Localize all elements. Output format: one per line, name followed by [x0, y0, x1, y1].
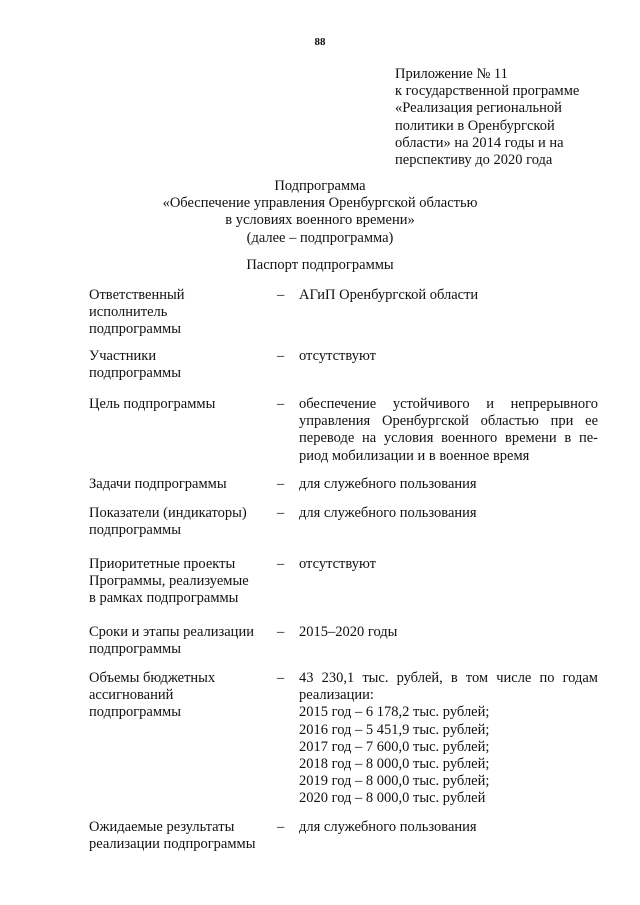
row-value [299, 348, 598, 365]
row-value-line: отсутствуют [299, 556, 376, 572]
row-label [89, 348, 269, 382]
row-value [299, 287, 598, 304]
row-label-line: Объемы бюджетных [89, 670, 216, 686]
appendix-note [395, 66, 610, 169]
row-label-line: Цель подпрограммы [89, 396, 216, 412]
subprogram-title-line: (далее – подпрограмма) [246, 229, 394, 246]
row-value [299, 556, 598, 573]
subprogram-title [0, 178, 640, 247]
appendix-line: «Реализация региональной [395, 100, 562, 117]
row-label-line: подпрограммы [89, 522, 181, 539]
row-value-line: отсутствуют [299, 348, 376, 364]
row-dash: – [277, 476, 285, 492]
row-value-line: для служебного пользования [299, 819, 477, 835]
row-label-line: ассигнований [89, 687, 174, 704]
row-value-line: 2019 год – 8 000,0 тыс. рублей; [299, 773, 490, 790]
row-value-line: 2015 год – 6 178,2 тыс. рублей; [299, 704, 490, 721]
row-dash: – [277, 348, 285, 364]
row-dash: – [277, 624, 285, 640]
appendix-line: политики в Оренбургской [395, 117, 555, 134]
row-label [89, 556, 269, 608]
row-value [299, 396, 598, 465]
row-value-line: 2017 год – 7 600,0 тыс. рублей; [299, 738, 490, 755]
row-label [89, 670, 269, 722]
row-label [89, 396, 269, 413]
row-label-line: Приоритетные проекты [89, 556, 236, 572]
page-number: 88 [314, 36, 326, 48]
row-label [89, 505, 269, 539]
row-value-line: для служебного пользования [299, 476, 477, 492]
row-value-line: для служебного пользования [299, 505, 477, 521]
row-label-line: реализации подпрограммы [89, 836, 256, 853]
subprogram-title-line: Подпрограмма [274, 178, 366, 194]
row-value-line: 43 230,1 тыс. рублей, в том числе по годам [299, 670, 598, 686]
row-label [89, 287, 269, 339]
row-value-line: управления Оренбургской областью при ее [299, 413, 598, 430]
row-value [299, 476, 598, 493]
row-value [299, 819, 598, 836]
row-value [299, 670, 598, 808]
row-label-line: подпрограммы [89, 704, 181, 721]
row-label-line: Программы, реализуемые [89, 573, 249, 590]
row-label-line: Участники [89, 348, 157, 364]
row-label-line: подпрограммы [89, 641, 181, 658]
row-value-line: 2018 год – 8 000,0 тыс. рублей; [299, 756, 490, 773]
row-dash: – [277, 556, 285, 572]
row-value-line: риод мобилизации и в военное время [299, 447, 530, 464]
subprogram-title-line: в условиях военного времени» [225, 212, 415, 229]
row-dash: – [277, 287, 285, 303]
row-label-line: подпрограммы [89, 365, 181, 382]
row-dash: – [277, 396, 285, 412]
row-value [299, 505, 598, 522]
row-label-line: Ожидаемые результаты [89, 819, 235, 835]
row-dash: – [277, 505, 285, 521]
row-value-line: 2020 год – 8 000,0 тыс. рублей [299, 790, 486, 807]
row-value-line: АГиП Оренбургской области [299, 287, 479, 303]
row-label-line: Задачи подпрограммы [89, 476, 227, 492]
row-label-line: Показатели (индикаторы) [89, 505, 247, 521]
row-label-line: Сроки и этапы реализации [89, 624, 254, 640]
row-label-line: исполнитель [89, 304, 168, 321]
row-value [299, 624, 598, 641]
row-dash: – [277, 670, 285, 686]
row-value-line: переводе на условия военного времени в пе- [299, 430, 598, 447]
subprogram-title-line: «Обеспечение управления Оренбургской областью [162, 195, 478, 212]
row-value-line: обеспечение устойчивого и непрерывного [299, 396, 598, 412]
passport-title: Паспорт подпрограммы [246, 257, 394, 273]
row-value-line: 2015–2020 годы [299, 624, 398, 640]
row-label-line: в рамках подпрограммы [89, 590, 239, 607]
row-label-line: Ответственный [89, 287, 185, 303]
row-label [89, 624, 269, 658]
row-value-line: 2016 год – 5 451,9 тыс. рублей; [299, 721, 490, 738]
row-label-line: подпрограммы [89, 321, 181, 338]
row-value-line: реализации: [299, 687, 374, 704]
appendix-line: Приложение № 11 [395, 66, 508, 82]
row-label [89, 476, 269, 493]
appendix-line: области» на 2014 годы и на [395, 134, 564, 151]
appendix-line: к государственной программе [395, 83, 580, 100]
row-dash: – [277, 819, 285, 835]
appendix-line: перспективу до 2020 года [395, 152, 553, 169]
row-label [89, 819, 269, 853]
